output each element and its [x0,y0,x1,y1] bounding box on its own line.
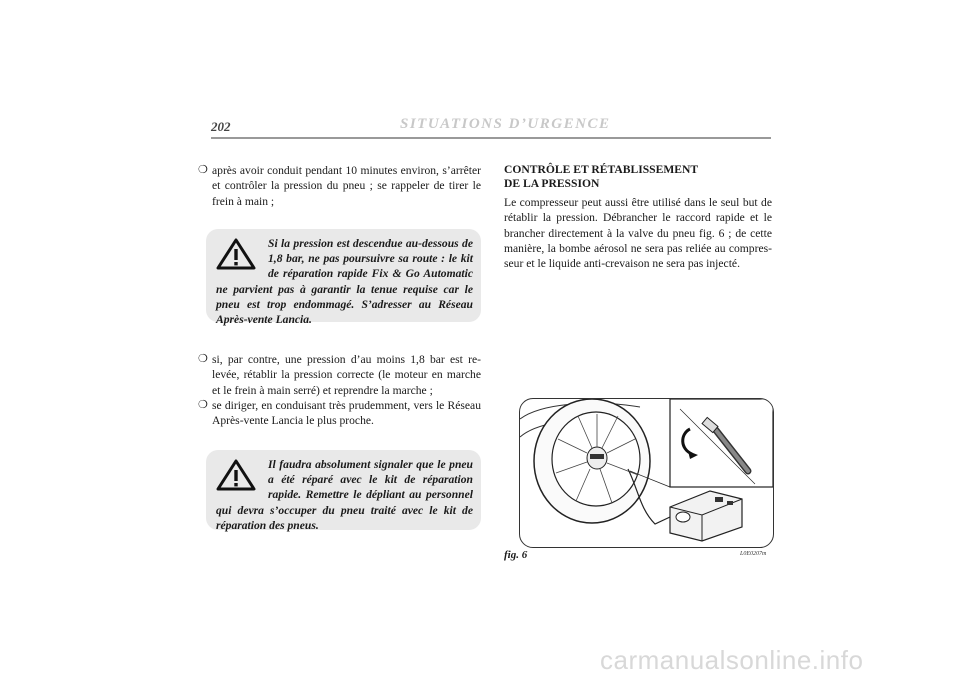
warning-box [206,229,481,327]
bullet-item [198,163,481,209]
page-number: 202 [211,119,231,134]
inset-detail [630,399,773,487]
figure-code: L0E0207m [740,551,767,557]
figure-illustration [519,398,774,548]
section-heading [504,163,772,191]
section-title: SITUATIONS D’URGENCE [400,116,611,132]
body-paragraph: Le compresseur peut aussi être utilisé dans le seul but de rétablir la pression. Débrancher le raccord rapide et le brancher directement à la valve du pneu fig. 6 ; de cette manière, la bombe aérosol ne sera pas reliée au compresseur et le liquide anti-crevaison ne sera pas injecté. [504,196,772,271]
bullet-mark: ❍ [198,164,208,176]
watermark: carmanualsonline.info [600,645,864,675]
compressor-icon [670,491,742,541]
left-column-middle [198,352,481,428]
warning-triangle-icon [216,238,268,272]
bullet-text: si, par contre, une pression d’au moins 1,8 bar est relevée, rétablir la pression correcte (le moteur en marche et le frein à main serré) et reprendre la marche ; [212,353,481,397]
bullet-item [198,352,481,398]
warning-box [206,450,481,530]
bullet-mark: ❍ [198,353,208,365]
figure-caption: fig. 6 [504,549,528,561]
header-rule [211,137,771,139]
left-column-top [198,163,481,209]
tire-wheel-icon [520,399,650,523]
warning-triangle-icon [216,459,268,493]
bullet-mark: ❍ [198,398,208,411]
bullet-text: se diriger, en conduisant très prudemment, vers le Réseau Après-vente Lancia le plus proche. [212,398,481,428]
warning-text: Si la pression est descendue au-dessous de 1,8 bar, ne pas poursuivre sa route : le kit de réparation rapide Fix & Go Automatic ne parvient pas à garantir la tenue requise car le pneu est trop endommagé. S’adresser au Réseau Après-vente Lancia. [216,237,473,327]
heading-line: DE LA PRESSION [504,177,600,190]
warning-text: Il faudra absolument signaler que le pneu a été réparé avec le kit de réparation rapide. Remettre le dépliant au personnel qui devra s’occuper du pneu traité avec le kit de réparation des pneus. [216,458,473,532]
bullet-text: après avoir conduit pendant 10 minutes environ, s’arrêter et contrôler la pression du pneu ; se rappeler de tirer le frein à main ; [212,164,481,208]
heading-line: CONTRÔLE ET RÉTABLISSEMENT [504,163,699,176]
bullet-item [198,398,481,429]
right-column [504,163,772,271]
